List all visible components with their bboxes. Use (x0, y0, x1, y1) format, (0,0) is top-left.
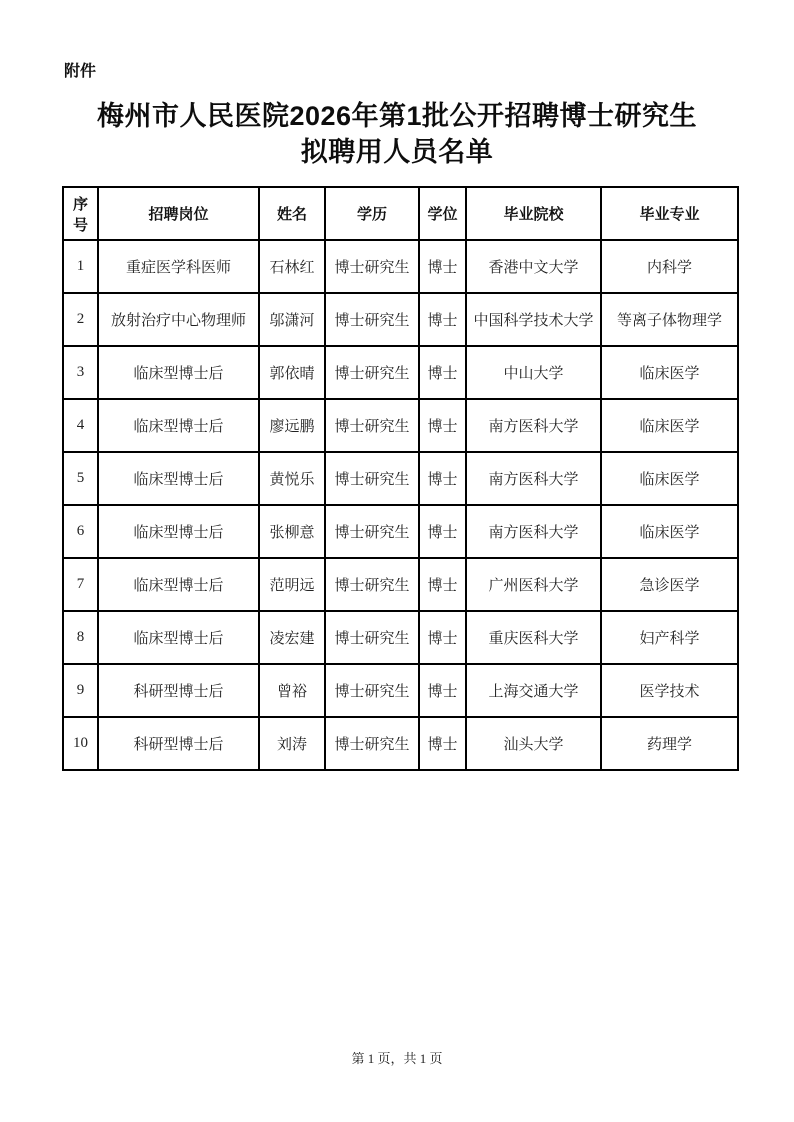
table-cell: 4 (63, 399, 98, 452)
table-cell: 南方医科大学 (466, 399, 601, 452)
column-header: 姓名 (259, 187, 325, 240)
table-cell: 临床型博士后 (98, 399, 259, 452)
column-header: 序号 (63, 187, 98, 240)
table-cell: 内科学 (601, 240, 738, 293)
table-cell: 上海交通大学 (466, 664, 601, 717)
table-cell: 博士 (419, 240, 466, 293)
table-cell: 重庆医科大学 (466, 611, 601, 664)
table-cell: 博士研究生 (325, 505, 419, 558)
table-header-row (63, 187, 738, 240)
table-cell: 5 (63, 452, 98, 505)
table-cell: 邬潇河 (259, 293, 325, 346)
table-row (63, 664, 738, 717)
table-cell: 郭依晴 (259, 346, 325, 399)
table-cell: 放射治疗中心物理师 (98, 293, 259, 346)
table-cell: 博士 (419, 399, 466, 452)
table-cell: 2 (63, 293, 98, 346)
table-row (63, 399, 738, 452)
table-cell: 药理学 (601, 717, 738, 770)
table-cell: 博士研究生 (325, 452, 419, 505)
page-number-footer: 第 1 页，共 1 页 (351, 1051, 443, 1066)
table-cell: 临床型博士后 (98, 346, 259, 399)
page-title-line-1: 梅州市人民医院2026年第1批公开招聘博士研究生 (96, 101, 698, 131)
table-cell: 科研型博士后 (98, 664, 259, 717)
table-cell: 博士研究生 (325, 293, 419, 346)
table-cell: 博士研究生 (325, 399, 419, 452)
table-row (63, 717, 738, 770)
table-cell: 凌宏建 (259, 611, 325, 664)
table-cell: 临床医学 (601, 399, 738, 452)
table-cell: 博士 (419, 611, 466, 664)
table-cell: 重症医学科医师 (98, 240, 259, 293)
table-cell: 博士研究生 (325, 346, 419, 399)
table-cell: 黄悦乐 (259, 452, 325, 505)
table-cell: 妇产科学 (601, 611, 738, 664)
table-cell: 10 (63, 717, 98, 770)
table-cell: 临床型博士后 (98, 452, 259, 505)
table-cell: 9 (63, 664, 98, 717)
table-cell: 博士 (419, 505, 466, 558)
table-cell: 汕头大学 (466, 717, 601, 770)
table-row (63, 558, 738, 611)
table-cell: 等离子体物理学 (601, 293, 738, 346)
table-cell: 曾裕 (259, 664, 325, 717)
table-cell: 临床医学 (601, 346, 738, 399)
column-header: 学历 (325, 187, 419, 240)
column-header: 招聘岗位 (98, 187, 259, 240)
table-cell: 博士 (419, 452, 466, 505)
table-cell: 博士研究生 (325, 558, 419, 611)
table-cell: 博士研究生 (325, 717, 419, 770)
table-row (63, 346, 738, 399)
table-cell: 博士 (419, 664, 466, 717)
table-cell: 博士 (419, 558, 466, 611)
table-cell: 6 (63, 505, 98, 558)
table-cell: 3 (63, 346, 98, 399)
table-cell: 廖远鹏 (259, 399, 325, 452)
hire-list-table (62, 186, 739, 771)
column-header: 学位 (419, 187, 466, 240)
table-cell: 临床医学 (601, 505, 738, 558)
table-cell: 医学技术 (601, 664, 738, 717)
table-row (63, 611, 738, 664)
table-cell: 7 (63, 558, 98, 611)
table-cell: 急诊医学 (601, 558, 738, 611)
table-cell: 张柳意 (259, 505, 325, 558)
table-cell: 临床型博士后 (98, 611, 259, 664)
table-cell: 博士研究生 (325, 664, 419, 717)
column-header: 毕业专业 (601, 187, 738, 240)
table-cell: 范明远 (259, 558, 325, 611)
column-header: 毕业院校 (466, 187, 601, 240)
table-cell: 8 (63, 611, 98, 664)
table-row (63, 505, 738, 558)
table-row (63, 293, 738, 346)
table-cell: 博士 (419, 346, 466, 399)
table-cell: 南方医科大学 (466, 505, 601, 558)
table-cell: 石林红 (259, 240, 325, 293)
attachment-label: 附件 (64, 63, 97, 80)
table-cell: 博士研究生 (325, 240, 419, 293)
table-cell: 临床型博士后 (98, 505, 259, 558)
table-cell: 临床型博士后 (98, 558, 259, 611)
table-cell: 南方医科大学 (466, 452, 601, 505)
table-cell: 科研型博士后 (98, 717, 259, 770)
table-cell: 博士研究生 (325, 611, 419, 664)
table-cell: 博士 (419, 293, 466, 346)
table-cell: 中山大学 (466, 346, 601, 399)
table-row (63, 240, 738, 293)
table-cell: 刘涛 (259, 717, 325, 770)
table-cell: 1 (63, 240, 98, 293)
page-title (0, 98, 794, 170)
table-cell: 博士 (419, 717, 466, 770)
page-title-line-2: 拟聘用人员名单 (300, 137, 494, 167)
table-cell: 广州医科大学 (466, 558, 601, 611)
table-cell: 香港中文大学 (466, 240, 601, 293)
table-row (63, 452, 738, 505)
table-cell: 中国科学技术大学 (466, 293, 601, 346)
table-cell: 临床医学 (601, 452, 738, 505)
